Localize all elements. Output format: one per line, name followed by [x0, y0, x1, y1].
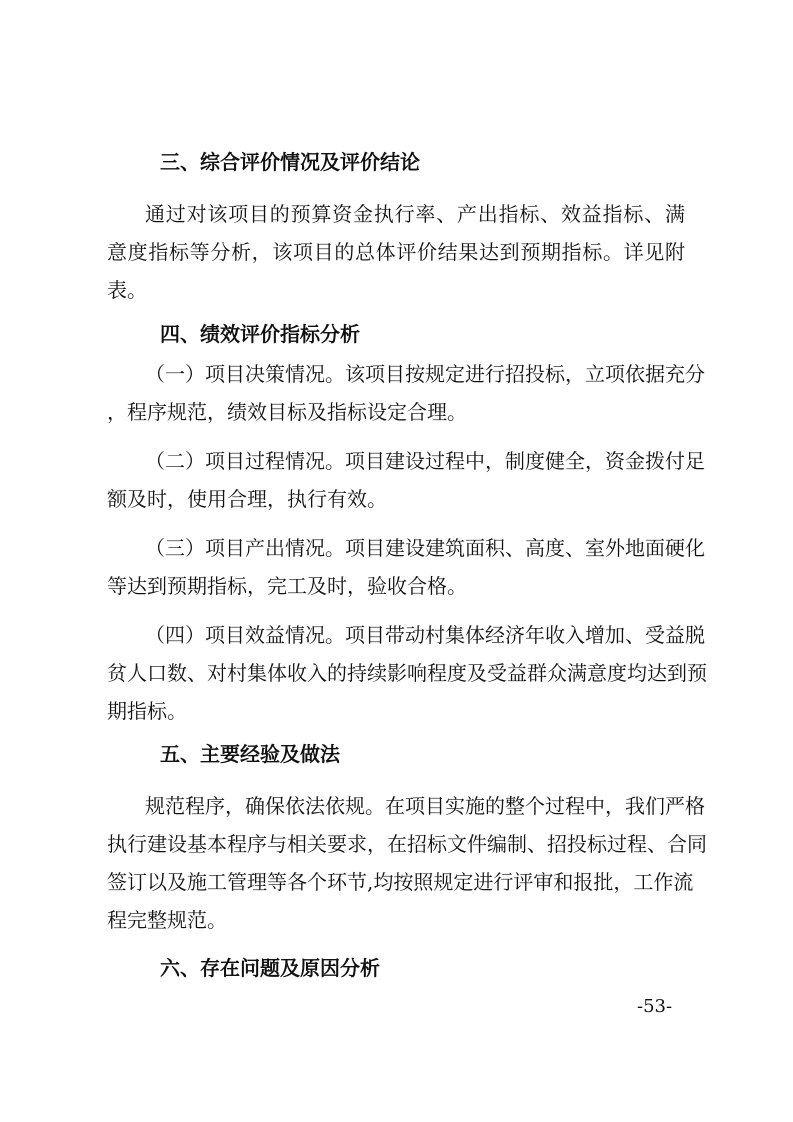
- paragraph-line: 意度指标等分析，该项目的总体评价结果达到预期指标。详见附: [107, 240, 685, 264]
- paragraph-line: 额及时，使用合理，执行有效。: [107, 487, 387, 511]
- paragraph-line: （二）项目过程情况。项目建设过程中，制度健全，资金拨付足: [145, 449, 705, 473]
- paragraph-line: 等达到预期指标，完工及时，验收合格。: [107, 574, 467, 598]
- paragraph-line: 期指标。: [107, 699, 187, 723]
- section-heading: 六、存在问题及原因分析: [160, 956, 380, 980]
- section-heading: 三、综合评价情况及评价结论: [160, 150, 420, 174]
- section-heading: 四、绩效评价指标分析: [160, 322, 360, 346]
- paragraph-line: 程完整规范。: [107, 908, 227, 932]
- paragraph-line: 通过对该项目的预算资金执行率、产出指标、效益指标、满: [145, 202, 685, 226]
- paragraph-line: 规范程序，确保依法依规。在项目实施的整个过程中，我们严格: [145, 794, 705, 818]
- paragraph-line: 签订以及施工管理等各个环节,均按照规定进行评审和报批，工作流: [107, 870, 694, 894]
- paragraph-line: 执行建设基本程序与相关要求，在招标文件编制、招投标过程、合同: [107, 832, 707, 856]
- paragraph-line: （四）项目效益情况。项目带动村集体经济年收入增加、受益脱: [145, 623, 705, 647]
- paragraph-line: （一）项目决策情况。该项目按规定进行招投标，立项依据充分: [145, 362, 705, 386]
- paragraph-line: 表。: [107, 278, 147, 302]
- page-number: -53-: [637, 996, 673, 1017]
- paragraph-line: 贫人口数、对村集体收入的持续影响程度及受益群众满意度均达到预: [107, 661, 707, 685]
- section-heading: 五、主要经验及做法: [160, 742, 340, 766]
- paragraph-line: ，程序规范，绩效目标及指标设定合理。: [107, 400, 467, 424]
- paragraph-line: （三）项目产出情况。项目建设建筑面积、高度、室外地面硬化: [145, 536, 705, 560]
